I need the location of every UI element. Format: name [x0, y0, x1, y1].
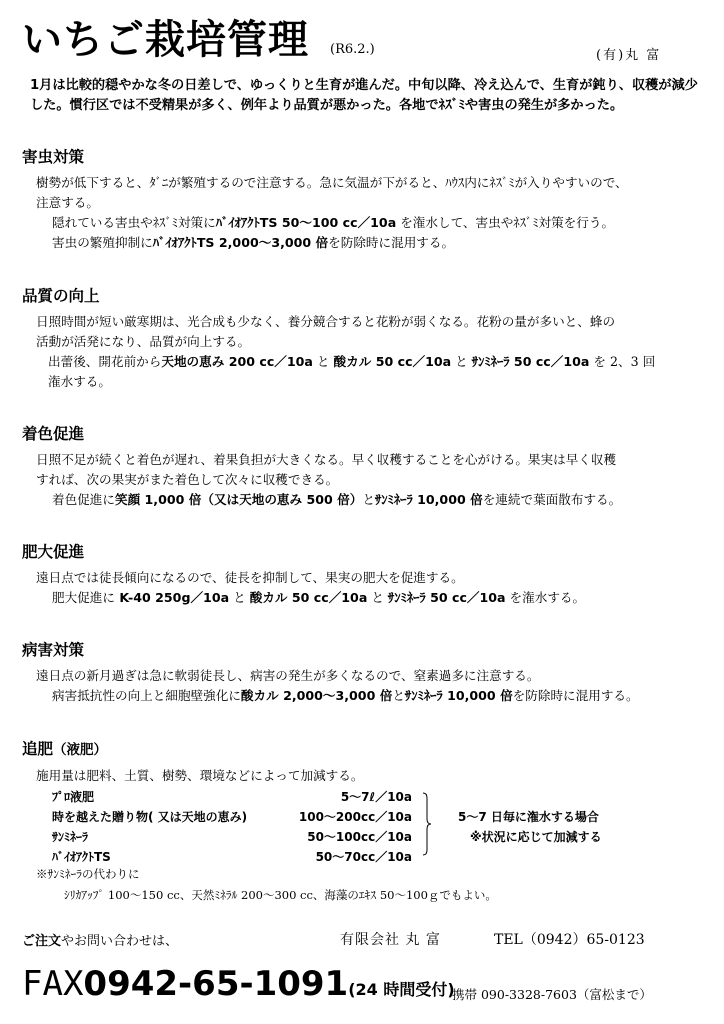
application-note: 5～7 日毎に潅水する場合: [458, 810, 599, 824]
fertilizer-name: ﾊﾞｲｵｱｸﾄTS: [52, 850, 111, 864]
page-title: いちご栽培管理: [22, 17, 309, 63]
color-text-line-1: 日照不足が続くと着色が遅れ、着果負担が大きくなる。早く収穫することを心がける。果実は早く収穫: [36, 452, 617, 467]
pest-l3-text: 隠れている害虫やﾈｽﾞﾐ対策に: [52, 215, 216, 230]
company-name-header: (有)丸 富: [596, 48, 662, 63]
color-text-line-2: すれば、次の果実がまた着色して次々に収穫できる。: [36, 472, 339, 487]
company-name: 有限会社 丸 富: [340, 932, 441, 948]
disease-text-line-1: 遠日点の新月過ぎは急に軟弱徒長し、病害の発生が多くなるので、窒素過多に注意する。: [36, 668, 540, 683]
product-egao: 笑顔 1,000 倍（又は天地の恵み 500 倍）: [114, 492, 363, 507]
product-bioact: ﾊﾞｲｵｱｸﾄTS: [152, 235, 215, 250]
product-sanminera: ｻﾝﾐﾈｰﾗ 10,000 倍: [374, 492, 483, 507]
brace-icon: [422, 792, 432, 856]
alternative-note-line-1: ※ｻﾝﾐﾈｰﾗの代わりに: [36, 867, 140, 881]
color-text-line-3: [52, 490, 621, 510]
quality-text-line-3: [48, 352, 655, 372]
section-heading-enlarge: 肥大促進: [22, 543, 85, 561]
fertilizer-amount: 50～100cc／10a: [307, 830, 412, 844]
pest-l3-text-end: を潅水して、害虫やﾈｽﾞﾐ対策を行う。: [396, 215, 615, 230]
conj: と: [362, 492, 375, 507]
fax-line: [22, 962, 455, 1012]
pest-text-line-1: 樹勢が低下すると、ﾀﾞﾆが繁殖するので注意する。急に気温が下がると、ﾊｳｽ内にﾈｽﾞﾐが入りやすいので、: [36, 175, 628, 190]
quality-text-line-1: 日照時間が短い厳寒期は、光合成も少なく、養分競合すると花粉が弱くなる。花粉の量が多いと、蜂の: [36, 314, 616, 329]
mobile-number: 携帯 090-3328-7603（富松まで）: [452, 987, 652, 1002]
product-tenchi: 天地の恵み 200 cc／10a: [161, 354, 313, 369]
heading-main: 追肥: [22, 740, 54, 758]
product-sancal: 酸カル 50 cc／10a: [333, 354, 452, 369]
heading-sub: （液肥）: [53, 742, 108, 758]
color-l3-text-end: を連続で葉面散布する。: [482, 492, 622, 507]
conj: と: [392, 688, 405, 703]
fax-hours: (24 時間受付): [348, 980, 455, 999]
dosage: 2,000～3,000 倍: [214, 235, 329, 250]
inquiry-rest: やお問い合わせは、: [61, 934, 179, 949]
pest-text-line-3: [52, 213, 614, 233]
disease-l2-text-end: を防除時に混用する。: [512, 688, 639, 703]
section-heading-disease: 病害対策: [22, 641, 85, 659]
phone-number: TEL（0942）65-0123: [494, 932, 645, 948]
pest-text-line-4: [52, 233, 454, 253]
topdress-text-line-1: 施用量は肥料、土質、樹勢、環境などによって加減する。: [36, 768, 364, 783]
fertilizer-name: ﾌﾟﾛ液肥: [52, 790, 95, 804]
enlarge-l2-text: 肥大促進に: [52, 590, 115, 605]
fertilizer-amount: 100～200cc／10a: [298, 810, 412, 824]
enlarge-text-line-1: 遠日点では徒長傾向になるので、徒長を抑制して、果実の肥大を促進する。: [36, 570, 464, 585]
fertilizer-amount: 5～7ℓ／10a: [340, 790, 412, 804]
issue-date: (R6.2.): [330, 42, 375, 57]
intro-paragraph: 1月は比較的穏やかな冬の日差しで、ゆっくりと生育が進んだ。中旬以降、冷え込んで、生育が鈍り、収穫が減少した。慣行区では不受精果が多く、例年より品質が悪かった。各地でﾈｽﾞﾐや害虫の発生が多かった。: [30, 78, 698, 113]
product-sancal: 酸カル 2,000～3,000 倍: [240, 688, 393, 703]
conj: と: [229, 590, 250, 605]
conj: と: [367, 590, 388, 605]
section-heading-topdress: [22, 737, 107, 759]
dosage: 50～100 cc／10a: [277, 215, 397, 230]
pest-text-line-2: 注意する。: [36, 195, 99, 210]
quality-text-line-2: 活動が活発になり、品質が向上する。: [36, 334, 251, 349]
section-heading-color: 着色促進: [22, 425, 85, 443]
adjust-note: ※状況に応じて加減する: [470, 830, 602, 844]
fertilizer-amount: 50～70cc／10a: [315, 850, 412, 864]
pest-l4-text-end: を防除時に混用する。: [328, 235, 455, 250]
alternative-note-line-2: ｼﾘｶｱｯﾌﾟ 100～150 cc、天然ﾐﾈﾗﾙ 200～300 cc、海藻のｴｷｽ 50～100ｇでもよい。: [64, 888, 497, 902]
conj: と: [451, 354, 472, 369]
product-bioact: ﾊﾞｲｵｱｸﾄTS: [215, 215, 278, 230]
disease-l2-text: 病害抵抗性の向上と細胞壁強化に: [52, 688, 241, 703]
product-sanminera: ｻﾝﾐﾈｰﾗ 50 cc／10a: [387, 590, 506, 605]
fax-label: FAX: [22, 964, 84, 1004]
product-k40: K-40 250g／10a: [114, 590, 230, 605]
section-heading-pest: 害虫対策: [22, 148, 85, 166]
quality-l3-text-end: を 2、3 回: [589, 354, 656, 369]
inquiry-bold: ご注文: [22, 934, 62, 949]
disease-text-line-2: [52, 686, 639, 706]
section-heading-quality: 品質の向上: [22, 287, 100, 305]
fax-number: 0942-65-1091: [83, 964, 349, 1004]
color-l3-text: 着色促進に: [52, 492, 115, 507]
pest-l4-text: 害虫の繁殖抑制に: [52, 235, 153, 250]
enlarge-l2-text-end: を潅水する。: [505, 590, 586, 605]
product-sanminera: ｻﾝﾐﾈｰﾗ 50 cc／10a: [471, 354, 590, 369]
enlarge-text-line-2: [52, 588, 585, 608]
quality-text-line-4: 潅水する。: [48, 374, 111, 389]
fertilizer-name: 時を越えた贈り物( 又は天地の恵み): [52, 810, 248, 824]
quality-l3-text: 出蕾後、開花前から: [48, 354, 162, 369]
inquiry-label: [22, 930, 178, 949]
product-sancal: 酸カル 50 cc／10a: [249, 590, 368, 605]
product-sanminera: ｻﾝﾐﾈｰﾗ 10,000 倍: [404, 688, 513, 703]
conj: と: [312, 354, 334, 369]
fertilizer-name: ｻﾝﾐﾈｰﾗ: [52, 830, 89, 844]
